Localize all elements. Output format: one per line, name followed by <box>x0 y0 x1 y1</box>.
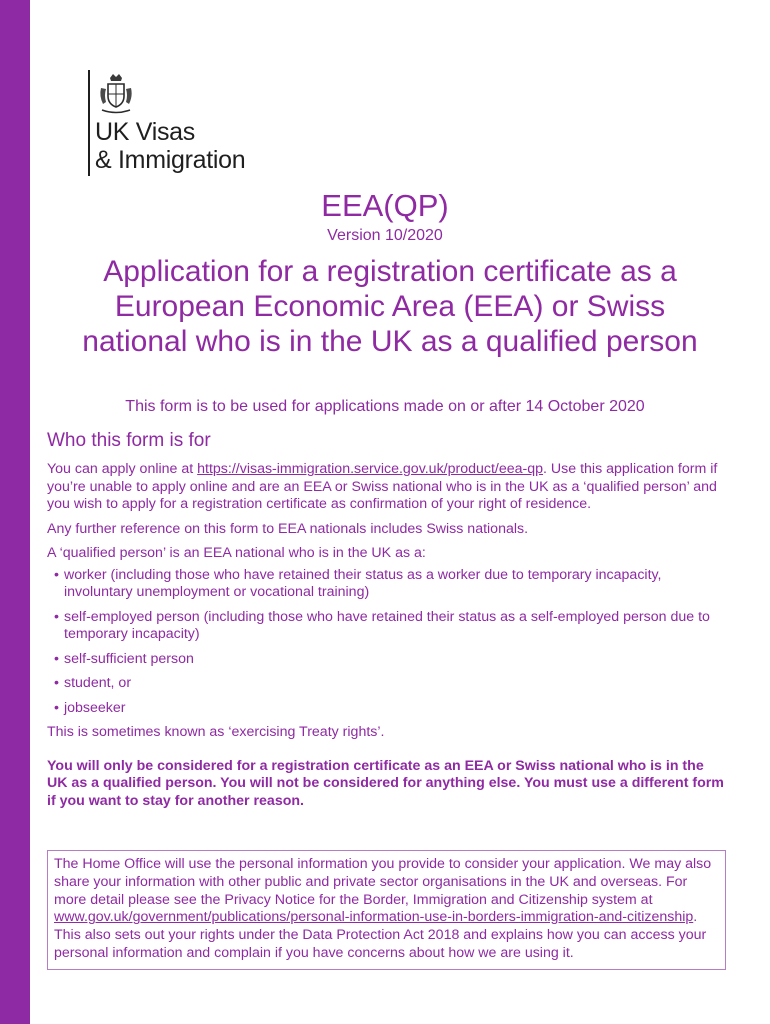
logo-line1: UK Visas <box>95 118 195 146</box>
list-item: • self-sufficient person <box>54 650 194 667</box>
royal-coat-of-arms-icon <box>96 72 136 116</box>
list-item-text: student, or <box>64 675 132 691</box>
page-title: Application for a registration certificate as a European Economic Area (EEA) or Swiss national who is in the UK as a qualified person <box>82 255 698 358</box>
list-item: • student, or <box>54 675 132 691</box>
form-version: Version 10/2020 <box>327 227 443 244</box>
online-apply-paragraph <box>47 461 727 514</box>
swiss-nationals-paragraph: Any further reference on this form to EEA nationals includes Swiss nationals. <box>47 520 529 537</box>
logo-line2: & Immigration <box>95 146 246 174</box>
list-item: • self-employed person (including those who have retained their status as a self-employed person due to temporary incapacity) <box>54 608 710 642</box>
list-item-text: jobseeker <box>64 699 126 716</box>
privacy-notice-link[interactable]: www.gov.uk/government/publications/personal-information-use-in-borders-immigration-and-citizenship <box>54 909 694 926</box>
p1-after: . Use this application form if you’re unable to apply online and are an EEA or Swiss national who is in the UK as a ‘qualified person’ and you wish to apply for a registration certificate as confirmation of your right of residence. <box>47 461 718 512</box>
purple-side-bar <box>0 0 30 1024</box>
list-item-text: self-employed person (including those who have retained their status as a self-employed person due to temporary incapacity) <box>64 608 710 642</box>
treaty-rights-paragraph: This is sometimes known as ‘exercising Treaty rights’. <box>47 724 385 740</box>
important-notice-paragraph: You will only be considered for a registration certificate as an EEA or Swiss national who is in the UK as a qualified person. You will not be considered for anything else. You must use a different form if you want to stay for another reason. <box>47 757 724 809</box>
list-item: • jobseeker <box>54 699 126 716</box>
list-item: • worker (including those who have retained their status as a worker due to temporary incapacity, involuntary unemployment or vocational training) <box>54 566 662 600</box>
section-heading-who-for: Who this form is for <box>47 430 211 451</box>
privacy-notice-box <box>47 850 726 970</box>
list-item-text: self-sufficient person <box>64 650 194 667</box>
list-item-text: worker (including those who have retained their status as a worker due to temporary incapacity, involuntary unemployment or vocational training) <box>64 566 662 600</box>
qualified-person-list <box>47 567 727 718</box>
qualified-person-intro: A ‘qualified person’ is an EEA national who is in the UK as a: <box>47 545 426 561</box>
notice-after: . This also sets out your rights under the Data Protection Act 2018 and explains how you can access your personal information and complain if you have concerns about how we are using it. <box>54 909 707 961</box>
who-for-body <box>47 461 727 817</box>
usage-note: This form is to be used for applications made on or after 14 October 2020 <box>125 398 645 415</box>
form-code: EEA(QP) <box>321 188 449 223</box>
apply-online-link[interactable]: https://visas-immigration.service.gov.uk/product/eea-qp <box>197 461 544 477</box>
p1-before: You can apply online at <box>47 461 198 477</box>
logo-rule <box>88 70 90 176</box>
notice-before: The Home Office will use the personal information you provide to consider your application. We may also share your information with other public and private sector organisations in the UK and overseas. For more detail please see the Privacy Notice for the Border, Immigration and Citizenship system at <box>54 856 712 908</box>
